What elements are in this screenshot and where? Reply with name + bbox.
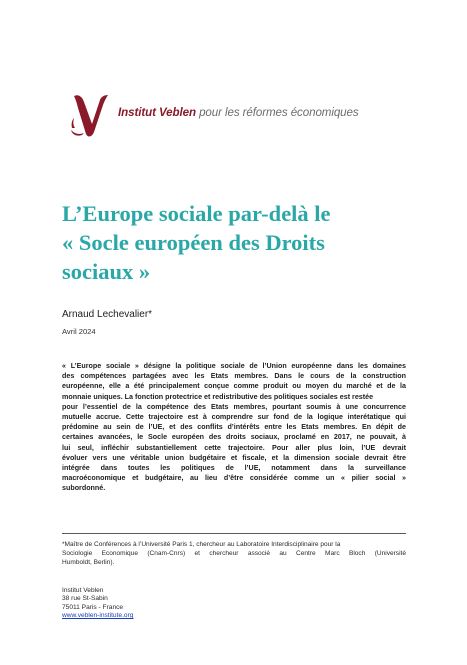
abstract-line: macroéconomique et budgétaire, au lieu d’être considérée comme un « pilier social » <box>62 474 406 483</box>
logo-name: Institut Veblen <box>118 106 196 119</box>
abstract-line: subordonné. <box>62 484 106 493</box>
institute-address <box>62 587 133 621</box>
abstract-line: intégrée dans toutes les politiques de l’UE, notamment dans la surveillance <box>62 464 406 473</box>
abstract-line: monnaie uniques. La fonction protectrice et redistributive des politiques sociales est restée <box>62 392 374 401</box>
title-line: L’Europe sociale par-delà le <box>62 201 331 226</box>
abstract-line: prédomine au sein de l’UE, et des conflits d’intérêts entre les Etats membres. En dépit de <box>62 423 406 432</box>
abstract-line: européenne, elle a été principalement conçue comme produit ou moyen du marché et de la <box>62 382 406 391</box>
publication-date: Avril 2024 <box>62 327 96 336</box>
veblen-v-logo-icon <box>68 90 118 146</box>
address-street: 38 rue St-Sabin <box>62 595 108 603</box>
document-title <box>62 199 442 286</box>
abstract-line: lui seul, infléchir substantiellement cette trajectoire. Pour aller plus loin, l’UE devrait <box>62 443 406 452</box>
title-line: « Socle européen des Droits <box>62 230 325 255</box>
address-org: Institut Veblen <box>62 587 104 594</box>
address-city: 75011 Paris - France <box>62 603 124 611</box>
title-line: sociaux » <box>62 259 151 284</box>
institut-veblen-logo <box>68 90 368 146</box>
abstract-line: évoluer vers une véritable union budgétaire et fiscale, et la dimension sociale devrait être <box>62 453 406 462</box>
abstract-line: certaines avancées, le Socle européen des droits sociaux, proclamé en 2017, ne pouvait, à <box>62 433 406 442</box>
footnote-line: Sociologie Economique (Cnam-Cnrs) et chercheur associé au Centre Marc Bloch (Université <box>62 549 406 557</box>
abstract <box>62 361 406 494</box>
abstract-line: des compétences partagées avec les Etats membres. Dans le cours de la construction <box>62 372 406 381</box>
author-name: Arnaud Lechevalier* <box>62 309 153 320</box>
footnote-line: *Maître de Conférences à l’Université Paris 1, chercheur au Laboratoire Interdisciplinaire pour la <box>62 541 341 548</box>
author-footnote <box>62 541 406 567</box>
logo-tagline: pour les réformes économiques <box>199 106 359 119</box>
abstract-line: pour l’essentiel de la compétence des Etats membres, pourtant soumis à une concurrence <box>62 402 406 411</box>
abstract-line: « L’Europe sociale » désigne la politique sociale de l’Union européenne dans les domaines <box>62 362 406 370</box>
website-link[interactable]: www.veblen-institute.org <box>62 612 134 620</box>
footnote-line: Humboldt, Berlin). <box>62 558 115 566</box>
abstract-line: mutuelle accrue. Cette trajectoire est à comprendre sur fond de la logique interétatique qui <box>62 413 406 422</box>
footnote-divider <box>62 533 406 534</box>
